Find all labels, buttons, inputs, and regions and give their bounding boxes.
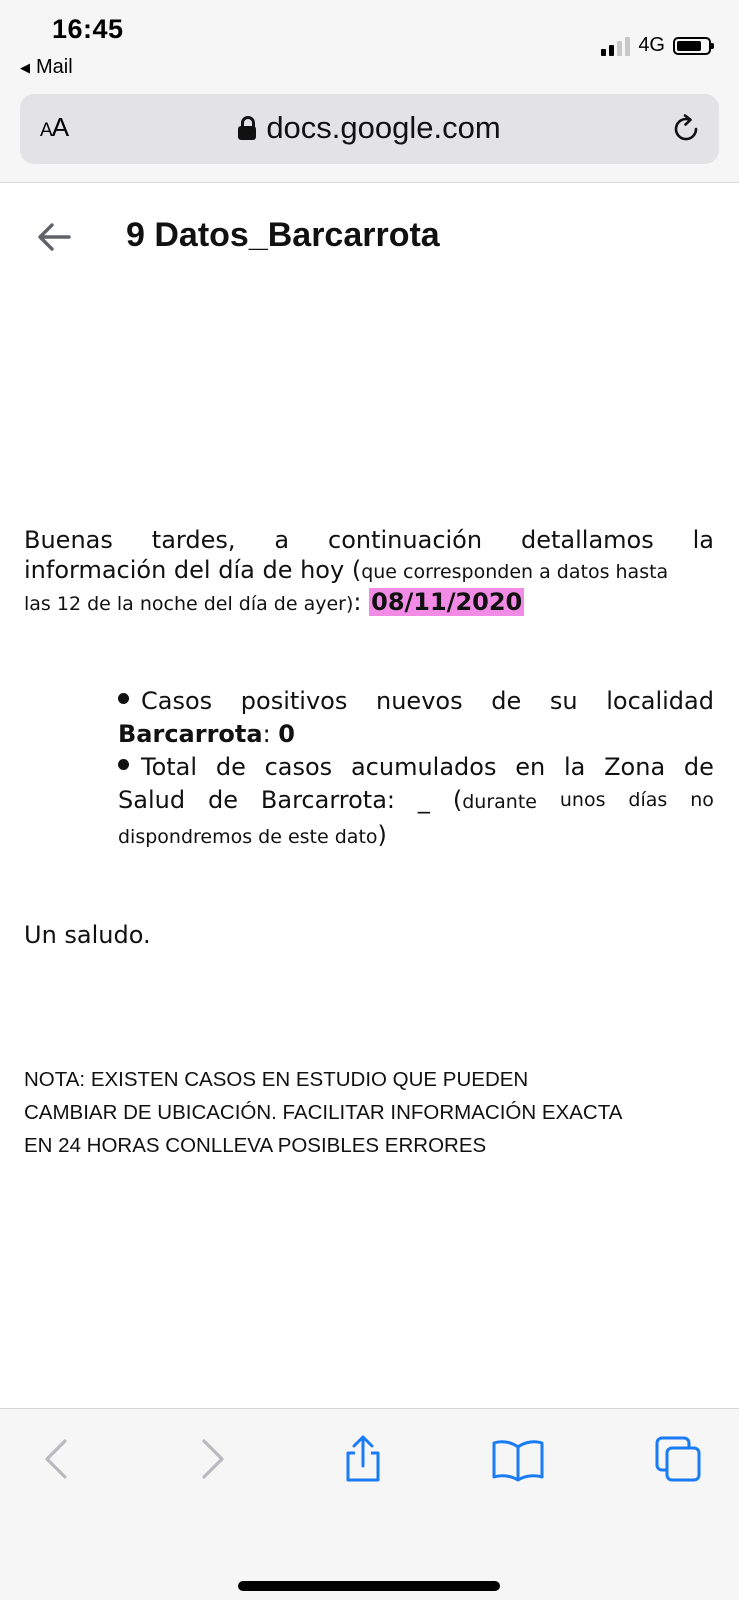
bullet-list (118, 685, 714, 854)
tabs-icon[interactable] (654, 1435, 702, 1483)
bullet-word: la (563, 753, 586, 781)
intro-text: información del día de hoy ( (24, 556, 362, 584)
intro-word: a (274, 526, 290, 554)
note-line: NOTA: EXISTEN CASOS EN ESTUDIO QUE PUEDEN (24, 1068, 529, 1091)
bullet-word: de (683, 753, 714, 781)
bullet-word: de (215, 753, 246, 781)
text-size-large-label: A (51, 112, 69, 142)
intro-small-text: que corresponden a datos hasta (361, 561, 669, 583)
intro-line-2 (24, 555, 714, 587)
network-type: 4G (638, 34, 665, 56)
note-paragraph (24, 1063, 724, 1162)
intro-word: tardes, (151, 526, 236, 554)
bullet-dot-icon (118, 759, 129, 770)
bullet-word: de (207, 786, 238, 814)
bullet-word: de (491, 687, 522, 715)
bullet-small-word: unos (559, 789, 606, 811)
bullet-word: Total (141, 753, 198, 781)
text-size-small-label: A (40, 120, 52, 141)
document-header (0, 182, 739, 293)
bullet-small-text: dispondremos de este dato (118, 826, 378, 848)
bullet-1-colon: : (262, 720, 279, 748)
bullet-word: positivos (240, 687, 348, 715)
note-line: EN 24 HORAS CONLLEVA POSIBLES ERRORES (24, 1134, 487, 1157)
bullet-1-line-1 (118, 685, 714, 718)
new-cases-value: 0 (278, 720, 295, 748)
bullet-2-line-1 (118, 751, 714, 784)
cellular-signal-icon (601, 36, 630, 56)
status-time: 16:45 (52, 14, 124, 44)
intro-line-3 (24, 587, 714, 619)
bullet-word: nuevos (376, 687, 463, 715)
bullet-small-word: no (690, 789, 714, 811)
intro-paragraph (24, 525, 714, 619)
document-body (0, 293, 739, 1408)
status-bar (0, 0, 739, 90)
bullet-1-place: Barcarrota (118, 720, 263, 748)
bullet-2-line-3 (118, 819, 714, 854)
bullet-word: ( (452, 786, 463, 814)
bullet-word: casos (264, 753, 333, 781)
back-to-mail-label: Mail (36, 56, 73, 78)
bullet-small-word: durante (462, 791, 537, 813)
forward-icon[interactable] (188, 1435, 236, 1483)
browser-toolbar (0, 1408, 739, 1600)
bullet-word: Casos (141, 687, 213, 715)
url-display[interactable] (20, 110, 719, 146)
paren-group (453, 784, 537, 819)
intro-word: Buenas (24, 526, 113, 554)
browser-address-area (0, 90, 739, 182)
bullet-1-line-2 (118, 718, 714, 751)
back-to-mail-button[interactable] (20, 56, 73, 79)
bullet-word: Barcarrota: (260, 786, 395, 814)
bullet-word: localidad (606, 687, 714, 715)
note-line: CAMBIAR DE UBICACIÓN. FACILITAR INFORMACIÓN EXACTA (24, 1101, 623, 1124)
bullet-word: Salud (118, 786, 186, 814)
closing-text: Un saludo. (24, 921, 151, 949)
bookmarks-icon[interactable] (490, 1435, 546, 1483)
reload-icon[interactable] (669, 112, 703, 146)
bullet-2-line-2 (118, 784, 714, 819)
intro-line-1 (24, 525, 714, 555)
bullet-word: Zona (604, 753, 666, 781)
back-arrow-icon[interactable] (36, 221, 72, 253)
intro-small-text: las 12 de la noche del día de ayer) (24, 593, 354, 615)
home-indicator[interactable] (238, 1581, 500, 1591)
bullet-word: su (549, 687, 578, 715)
share-icon[interactable] (339, 1435, 387, 1483)
status-indicators (601, 34, 711, 57)
bullet-small-word: días (628, 789, 668, 811)
bullet-word: _ (417, 786, 430, 814)
back-triangle-icon: ◀ (20, 59, 30, 75)
bullet-paren-close: ) (377, 821, 387, 849)
bullet-word: en (515, 753, 546, 781)
battery-icon (673, 37, 711, 55)
intro-colon: : (353, 588, 370, 616)
intro-word: la (692, 526, 714, 554)
bullet-dot-icon (118, 693, 129, 704)
address-bar[interactable] (20, 94, 719, 164)
document-title: 9 Datos_Barcarrota (126, 216, 440, 254)
back-icon[interactable] (33, 1435, 81, 1483)
report-date: 08/11/2020 (371, 588, 523, 616)
bullet-word: acumulados (350, 753, 497, 781)
lock-icon (238, 116, 256, 140)
domain-label: docs.google.com (266, 110, 501, 145)
intro-word: continuación (328, 526, 483, 554)
intro-word: detallamos (520, 526, 654, 554)
bullet-1-first (118, 685, 212, 718)
bullet-2-first (118, 751, 197, 784)
